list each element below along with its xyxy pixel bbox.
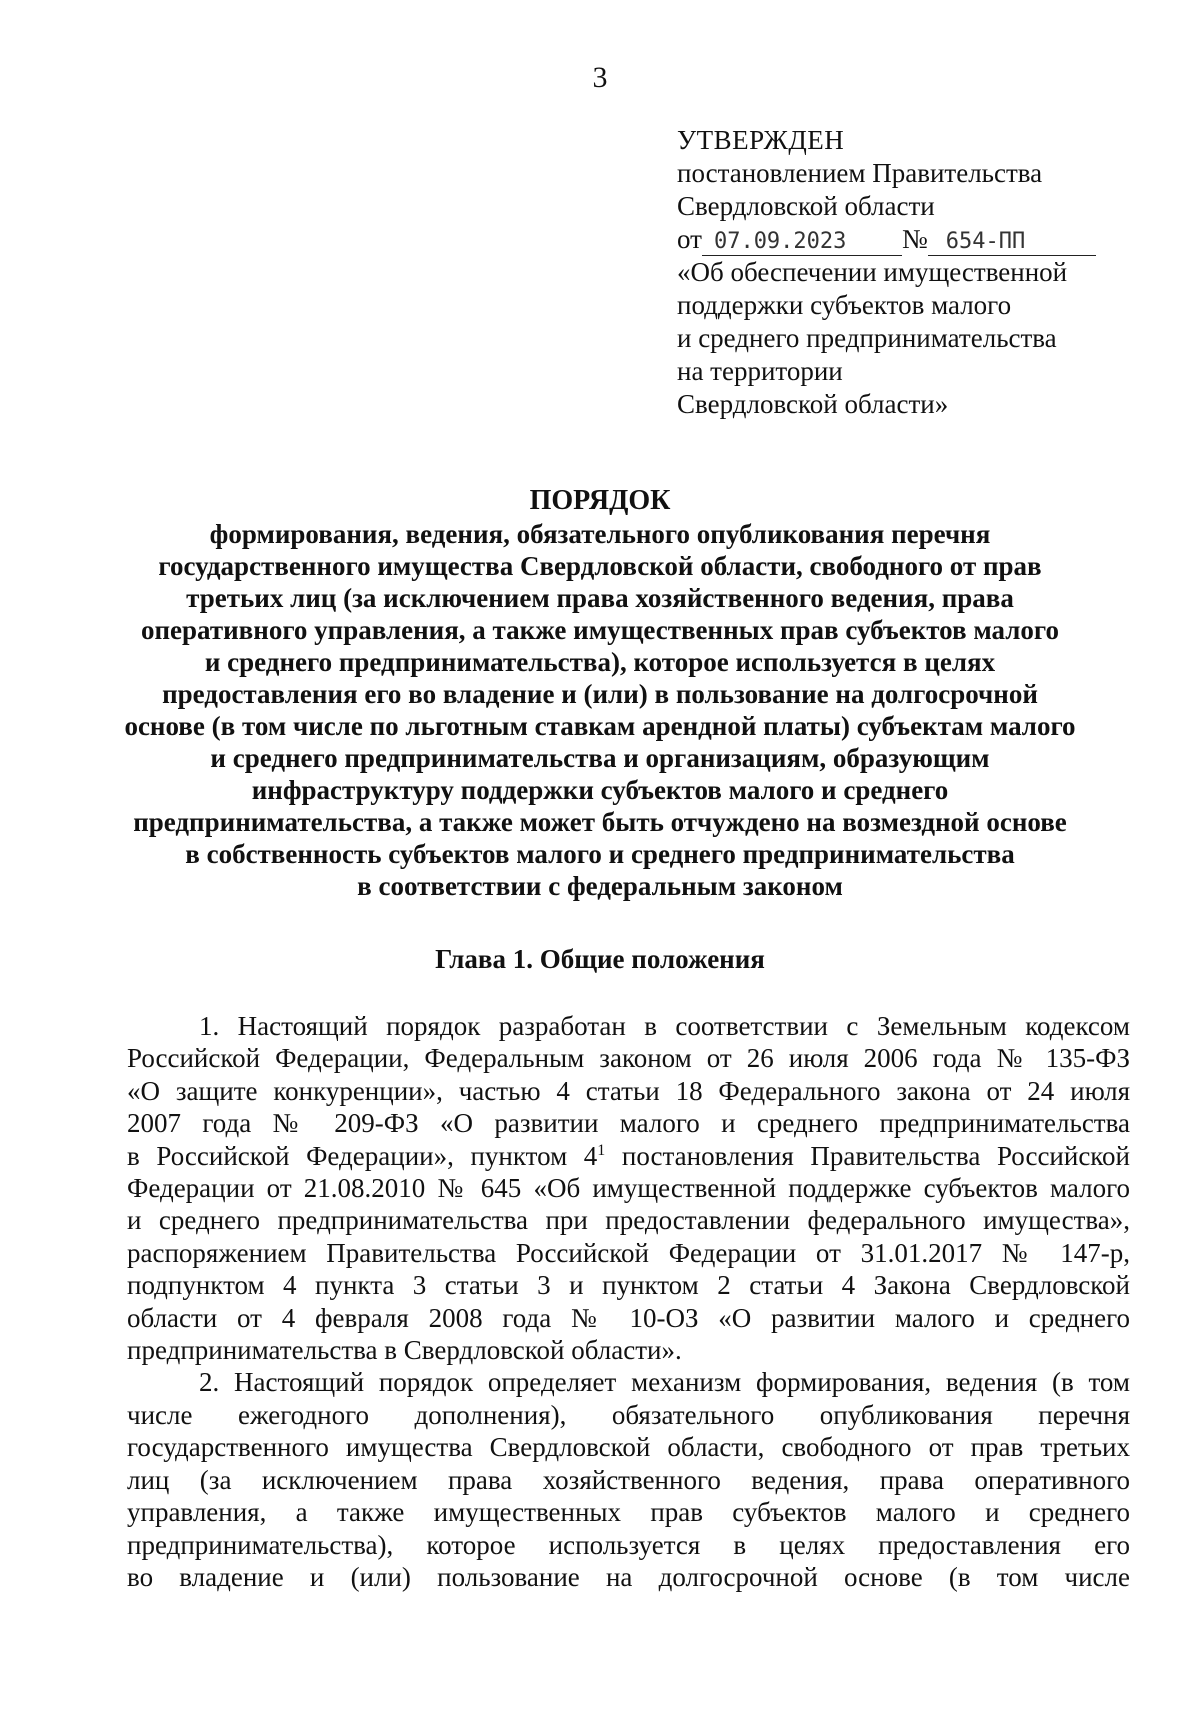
title-line: оперативного управления, а также имущественных прав субъектов малого [141,615,1059,645]
approval-subject-line: поддержки субъектов малого [677,290,1012,320]
date-prefix: от [677,224,702,254]
approval-subject-line: Свердловской области» [677,389,949,419]
title-line: в собственность субъектов малого и среднего предпринимательства [185,839,1015,869]
date-field: 07.09.2023 [702,229,902,256]
body-text [127,1010,1130,1593]
text-line: предпринимательства в Свердловской области». [127,1335,682,1366]
approval-line: Свердловской области [677,191,935,221]
text-line: распоряжением Правительства Российской Федерации от 31.01.2017 № 147-р, [127,1237,1130,1268]
approval-line: постановлением Правительства [677,158,1043,188]
page-number: 3 [592,61,608,94]
title-line: и среднего предпринимательства), которое используется в целях [204,647,996,677]
title-line: инфраструктуру поддержки субъектов малого и среднего [251,775,949,805]
text-line: во владение и (или) пользование на долгосрочной основе (в том числе [127,1561,1130,1592]
title-line: основе (в том числе по льготным ставкам арендной платы) субъектам малого [124,711,1076,741]
text-line: 2007 года № 209-ФЗ «О развитии малого и среднего предпринимательства [127,1108,1130,1139]
title-line: формирования, ведения, обязательного опубликования перечня [209,519,991,549]
approval-subject-line: и среднего предпринимательства [677,323,1057,353]
title-line: предпринимательства, а также может быть отчуждено на возмездной основе [133,807,1067,837]
text-fragment: постановления Правительства Российской [605,1140,1131,1171]
number-field: 654-ПП [928,229,1096,256]
text-line: 2. Настоящий порядок определяет механизм формирования, ведения (в том [199,1367,1130,1398]
text-line: области от 4 февраля 2008 года № 10-ОЗ «О развитии малого и среднего [127,1302,1130,1333]
title-line: третьих лиц (за исключением права хозяйственного ведения, права [186,583,1014,613]
approval-date-number-line [677,223,1127,256]
text-line: лиц (за исключением права хозяйственного ведения, права оперативного [127,1464,1130,1495]
chapter-heading: Глава 1. Общие положения [435,944,765,974]
title-line: предоставления его во владение и (или) в пользование на долгосрочной [162,679,1038,709]
document-title: ПОРЯДОК [529,485,671,516]
paragraph-1 [127,1010,1130,1366]
text-fragment: в Российской Федерации», пунктом 4 [127,1140,598,1171]
text-line: государственного имущества Свердловской области, свободного от прав третьих [127,1432,1130,1463]
text-line: предпринимательства), которое используется в целях предоставления его [127,1529,1130,1560]
approval-stamp-block [677,124,1127,421]
text-line: 1. Настоящий порядок разработан в соответствии с Земельным кодексом [199,1011,1130,1041]
approval-subject-line: на территории [677,356,843,386]
text-line: подпунктом 4 пункта 3 статьи 3 и пунктом 2 статьи 4 Закона Свердловской [127,1270,1130,1301]
paragraph-2 [127,1366,1130,1593]
text-line: управления, а также имущественных прав субъектов малого и среднего [127,1497,1130,1528]
number-prefix: № [901,224,928,254]
text-line: «О защите конкуренции», частью 4 статьи 18 Федерального закона от 24 июля [127,1075,1130,1106]
document-title-block [100,484,1100,902]
superscript: 1 [597,1141,606,1159]
approval-heading: УТВЕРЖДЕН [677,125,845,155]
title-line: и среднего предпринимательства и организациям, образующим [210,743,990,773]
text-line: Федерации от 21.08.2010 № 645 «Об имущественной поддержке субъектов малого [127,1173,1130,1204]
text-line: числе ежегодного дополнения), обязательного опубликования перечня [127,1399,1130,1430]
title-line: в соответствии с федеральным законом [357,871,843,901]
text-line: Российской Федерации, Федеральным законом от 26 июля 2006 года № 135-ФЗ [127,1043,1130,1074]
title-line: государственного имущества Свердловской области, свободного от прав [158,551,1042,581]
text-line-with-superscript [127,1140,1130,1172]
text-line: и среднего предпринимательства при предоставлении федерального имущества», [127,1205,1130,1236]
approval-subject-line: «Об обеспечении имущественной [677,257,1068,287]
